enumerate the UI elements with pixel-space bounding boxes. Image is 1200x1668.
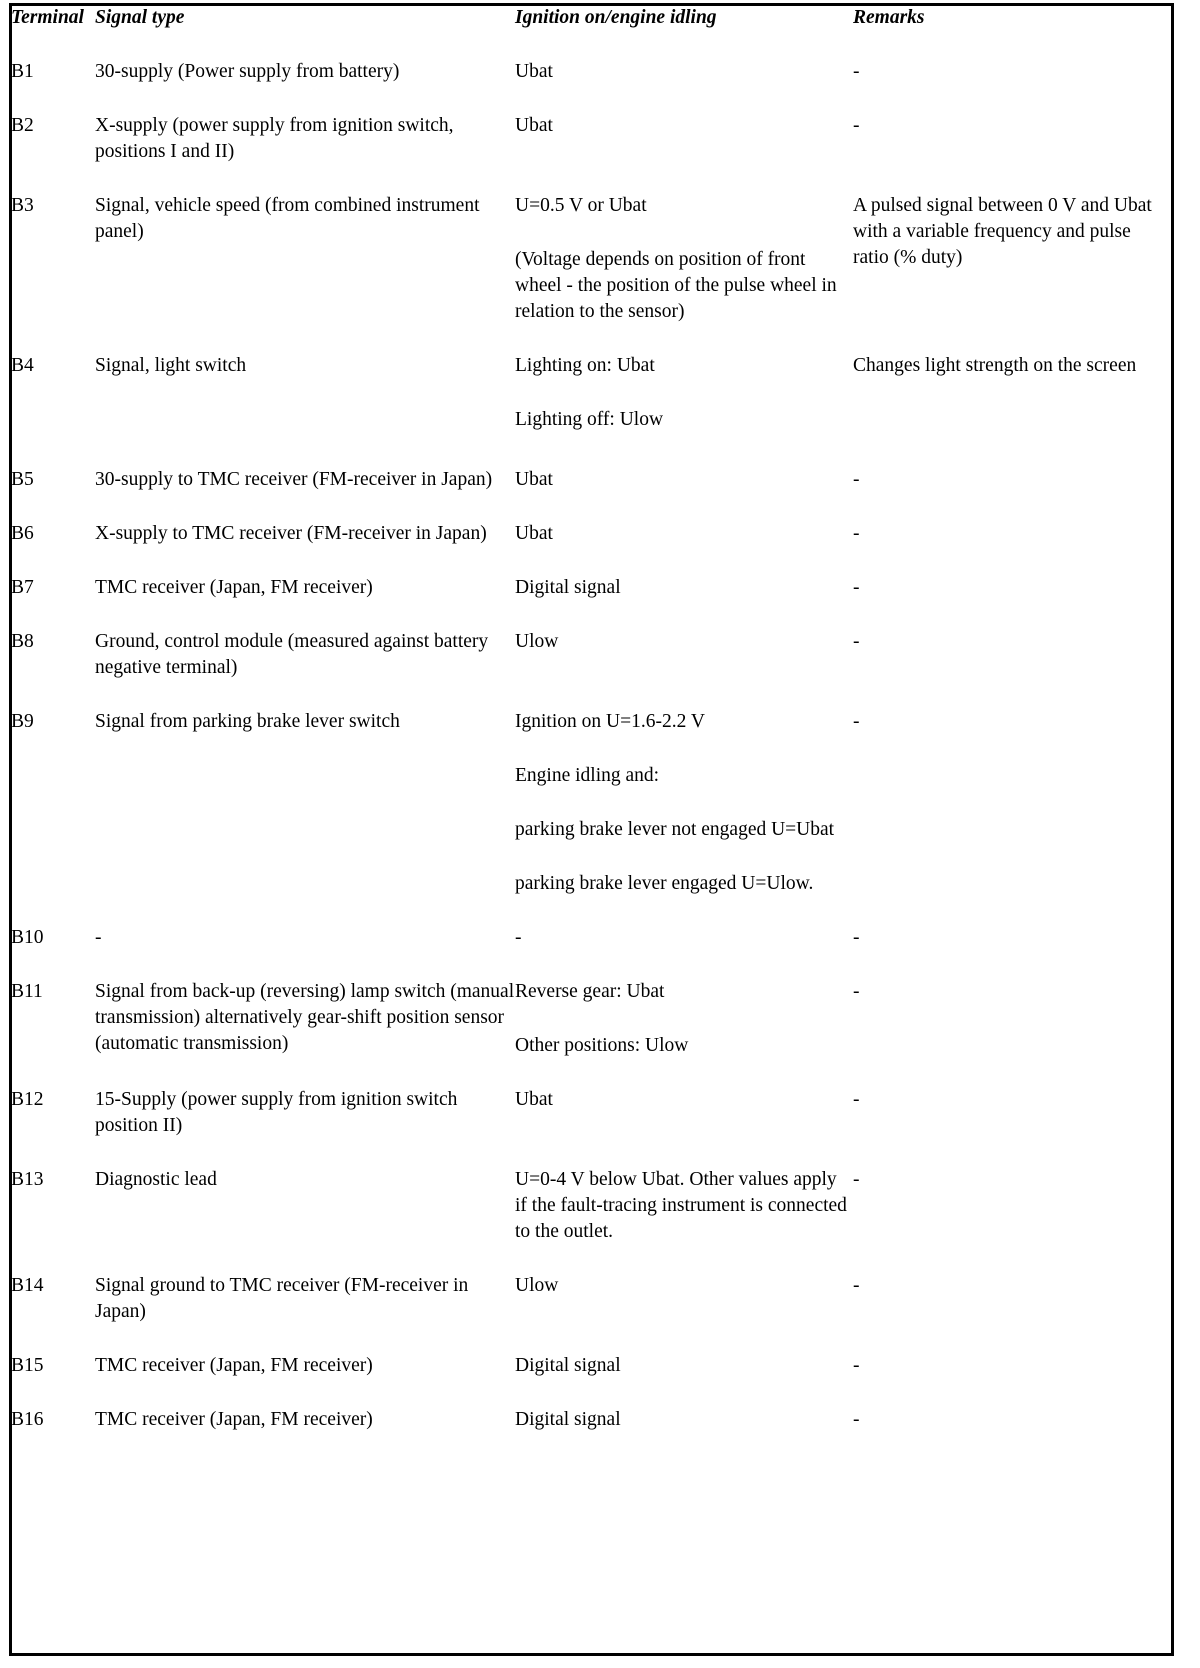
header-ignition: Ignition on/engine idling — [515, 7, 717, 28]
ignition-line: Ubat — [515, 469, 553, 490]
ignition-line: Digital signal — [515, 1355, 621, 1376]
table-row — [11, 979, 1166, 1087]
signal-type-cell: Signal, vehicle speed (from combined instrument panel) — [95, 195, 480, 242]
remarks-cell: - — [853, 631, 860, 652]
terminal-cell: B16 — [11, 1409, 44, 1430]
remarks-cell: - — [853, 981, 860, 1002]
signal-type-cell: Signal ground to TMC receiver (FM-receiver in Japan) — [95, 1275, 469, 1322]
signal-type-cell: Diagnostic lead — [95, 1169, 217, 1190]
table-row — [11, 1087, 1166, 1167]
table-row — [11, 629, 1166, 709]
ignition-line: Ubat — [515, 115, 553, 136]
remarks-cell: - — [853, 927, 860, 948]
terminal-cell: B13 — [11, 1169, 44, 1190]
ignition-line: Other positions: Ulow — [515, 1035, 689, 1056]
ignition-cell — [515, 193, 853, 353]
signal-type-cell: TMC receiver (Japan, FM receiver) — [95, 1355, 373, 1376]
ignition-line: Ubat — [515, 523, 553, 544]
remarks-cell: - — [853, 1355, 860, 1376]
signal-type-cell: - — [95, 927, 102, 948]
signal-type-cell: Ground, control module (measured against battery negative terminal) — [95, 631, 489, 678]
remarks-cell: - — [853, 1409, 860, 1430]
ignition-cell — [515, 709, 853, 925]
remarks-cell: - — [853, 577, 860, 598]
table-row — [11, 925, 1166, 979]
remarks-cell: - — [853, 523, 860, 544]
signal-type-cell: 30-supply (Power supply from battery) — [95, 61, 400, 82]
table-row — [11, 113, 1166, 193]
terminal-cell: B12 — [11, 1089, 44, 1110]
ignition-cell — [515, 575, 853, 629]
ignition-cell — [515, 1087, 853, 1167]
signal-type-cell: 15-Supply (power supply from ignition switch position II) — [95, 1089, 458, 1136]
terminal-cell: B6 — [11, 523, 34, 544]
signal-type-cell: Signal from parking brake lever switch — [95, 711, 400, 732]
terminal-cell: B5 — [11, 469, 34, 490]
terminal-cell: B2 — [11, 115, 34, 136]
ignition-cell — [515, 353, 853, 467]
table-row — [11, 353, 1166, 467]
ignition-line: Digital signal — [515, 577, 621, 598]
terminal-cell: B10 — [11, 927, 44, 948]
remarks-cell: - — [853, 61, 860, 82]
ignition-cell — [515, 59, 853, 113]
ignition-line: Lighting on: Ubat — [515, 355, 655, 376]
table-row — [11, 575, 1166, 629]
terminal-cell: B8 — [11, 631, 34, 652]
table-row — [11, 521, 1166, 575]
table-row — [11, 709, 1166, 925]
terminal-signal-table — [11, 5, 1166, 1461]
ignition-cell — [515, 1273, 853, 1353]
ignition-line: parking brake lever engaged U=Ulow. — [515, 873, 814, 894]
ignition-line: U=0-4 V below Ubat. Other values apply if the fault-tracing instrument is connected to the outlet. — [515, 1169, 847, 1242]
table-body — [11, 59, 1166, 1461]
ignition-line: parking brake lever not engaged U=Ubat — [515, 819, 835, 840]
table-row — [11, 59, 1166, 113]
ignition-cell — [515, 629, 853, 709]
ignition-cell — [515, 521, 853, 575]
ignition-cell — [515, 979, 853, 1087]
terminal-cell: B11 — [11, 981, 43, 1002]
terminal-cell: B4 — [11, 355, 34, 376]
table-row — [11, 193, 1166, 353]
remarks-cell: - — [853, 711, 860, 732]
header-terminal: Terminal — [11, 7, 84, 28]
remarks-cell: - — [853, 1089, 860, 1110]
table-row — [11, 1353, 1166, 1407]
remarks-cell: - — [853, 469, 860, 490]
ignition-line: Digital signal — [515, 1409, 621, 1430]
ignition-line: U=0.5 V or Ubat — [515, 195, 647, 216]
terminal-cell: B9 — [11, 711, 34, 732]
ignition-cell — [515, 113, 853, 193]
table-row — [11, 1407, 1166, 1461]
signal-type-cell: TMC receiver (Japan, FM receiver) — [95, 577, 373, 598]
header-signal-type: Signal type — [95, 7, 185, 28]
remarks-cell: Changes light strength on the screen — [853, 355, 1137, 376]
signal-type-cell: 30-supply to TMC receiver (FM-receiver in Japan) — [95, 469, 493, 490]
table-row — [11, 1273, 1166, 1353]
terminal-cell: B3 — [11, 195, 34, 216]
terminal-cell: B15 — [11, 1355, 44, 1376]
signal-type-cell: X-supply (power supply from ignition switch, positions I and II) — [95, 115, 454, 162]
signal-type-cell: X-supply to TMC receiver (FM-receiver in Japan) — [95, 523, 487, 544]
header-row — [11, 5, 1166, 59]
signal-type-cell: Signal, light switch — [95, 355, 247, 376]
ignition-cell — [515, 467, 853, 521]
terminal-cell: B1 — [11, 61, 34, 82]
table-row — [11, 1167, 1166, 1273]
header-remarks: Remarks — [853, 7, 925, 28]
ignition-cell — [515, 925, 853, 979]
ignition-cell — [515, 1353, 853, 1407]
ignition-line: Reverse gear: Ubat — [515, 981, 665, 1002]
ignition-line: (Voltage depends on position of front wheel - the position of the pulse wheel in relation to the sensor) — [515, 249, 837, 322]
ignition-line: - — [515, 927, 522, 948]
ignition-line: Engine idling and: — [515, 765, 660, 786]
remarks-cell: A pulsed signal between 0 V and Ubat with a variable frequency and pulse ratio (% duty) — [853, 195, 1152, 268]
ignition-line: Lighting off: Ulow — [515, 409, 664, 430]
remarks-cell: - — [853, 115, 860, 136]
ignition-cell — [515, 1167, 853, 1273]
ignition-line: Ubat — [515, 1089, 553, 1110]
terminal-cell: B14 — [11, 1275, 44, 1296]
ignition-line: Ulow — [515, 1275, 559, 1296]
ignition-line: Ignition on U=1.6-2.2 V — [515, 711, 705, 732]
ignition-line: Ulow — [515, 631, 559, 652]
terminal-cell: B7 — [11, 577, 34, 598]
ignition-line: Ubat — [515, 61, 553, 82]
table-row — [11, 467, 1166, 521]
remarks-cell: - — [853, 1169, 860, 1190]
signal-type-cell: Signal from back-up (reversing) lamp switch (manual transmission) alternatively gear-shift position sensor (automatic transmission) — [95, 981, 515, 1054]
signal-type-cell: TMC receiver (Japan, FM receiver) — [95, 1409, 373, 1430]
ignition-cell — [515, 1407, 853, 1461]
remarks-cell: - — [853, 1275, 860, 1296]
